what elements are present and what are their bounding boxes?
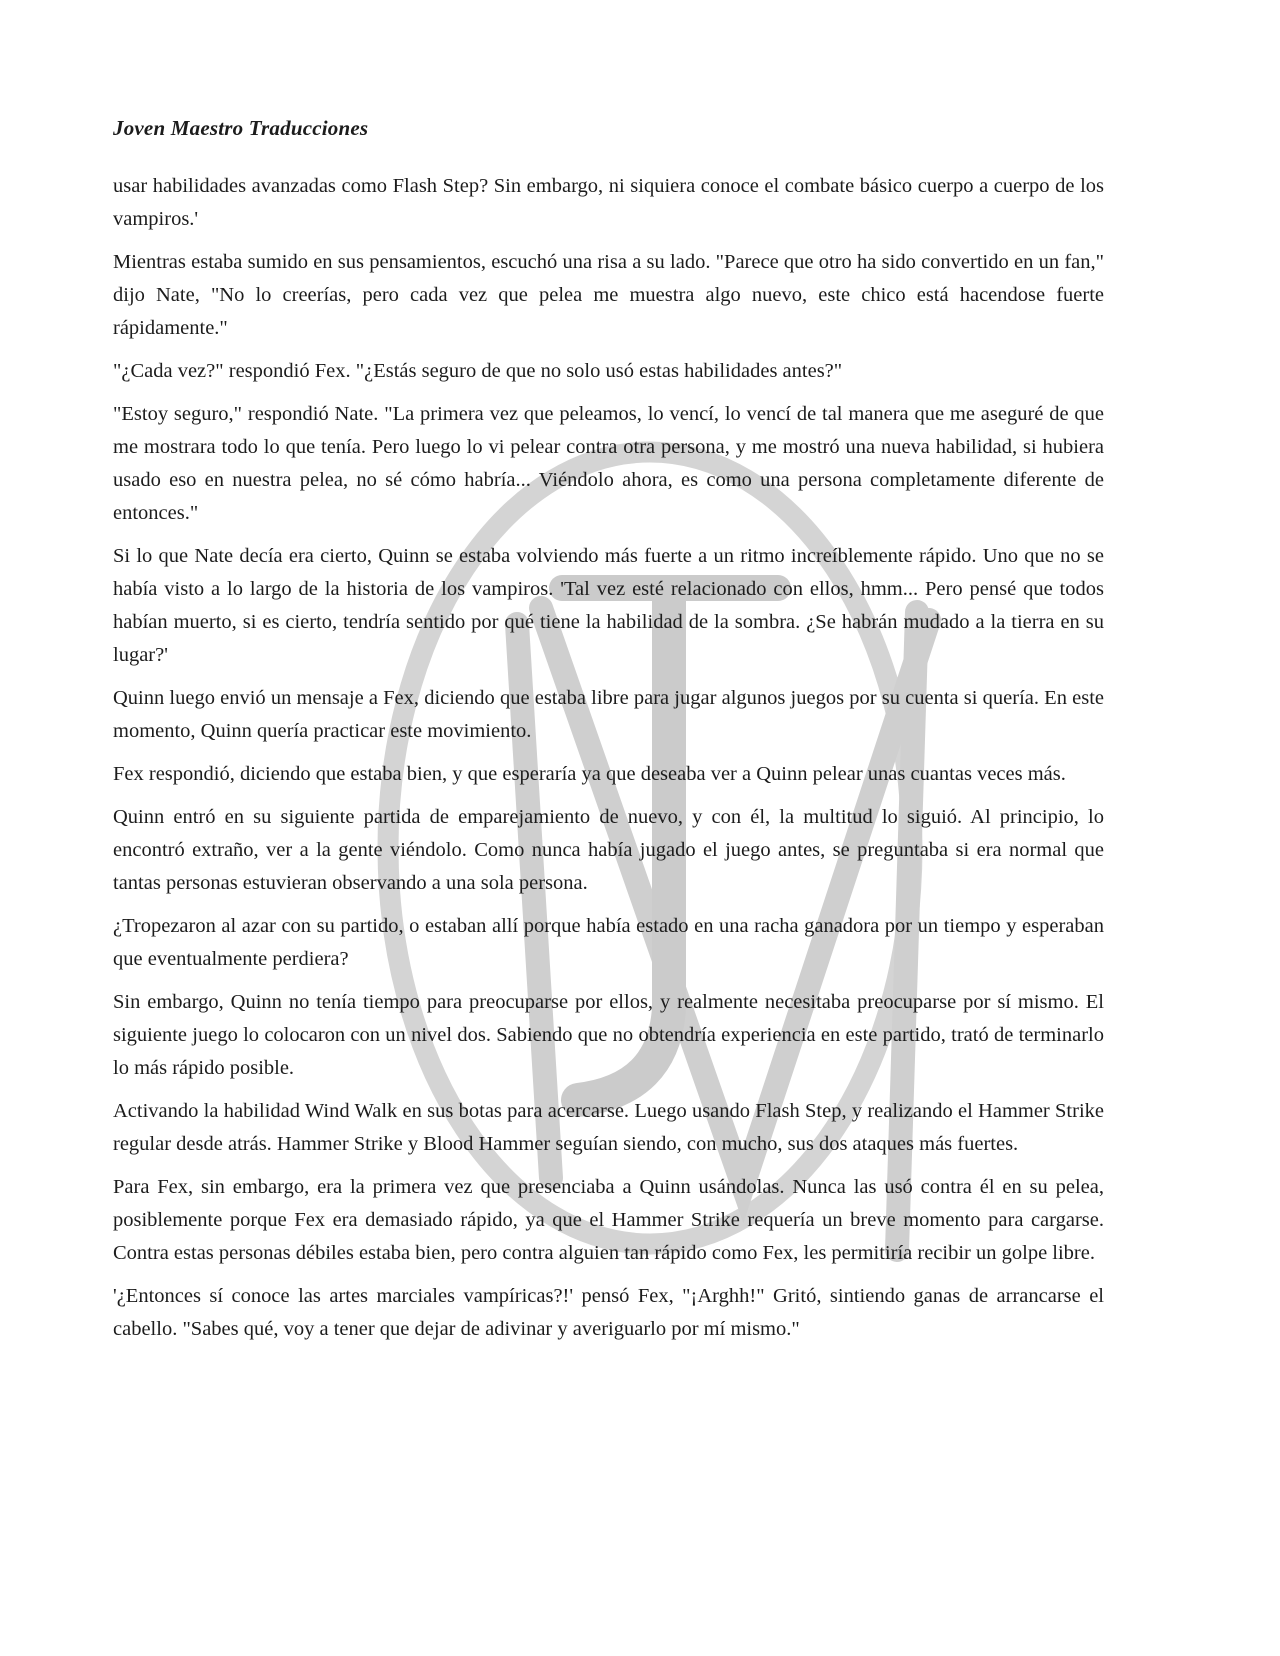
paragraph: Si lo que Nate decía era cierto, Quinn se estaba volviendo más fuerte a un ritmo increíblemente rápido. Uno que no se había visto a lo largo de la historia de los vampiros. 'Tal vez esté relacionado con ellos, hmm... Pero pensé que todos habían muerto, si es cierto, tendría sentido por qué tiene la habilidad de la sombra. ¿Se habrán mudado a la tierra en su lugar?' <box>113 545 1104 666</box>
paragraph: Quinn entró en su siguiente partida de emparejamiento de nuevo, y con él, la multitud lo siguió. Al principio, lo encontró extraño, ver a la gente viéndolo. Como nunca había jugado el juego antes, se preguntaba si era normal que tantas personas estuvieran observando a una sola persona. <box>113 806 1104 894</box>
paragraph: Para Fex, sin embargo, era la primera vez que presenciaba a Quinn usándolas. Nunca las usó contra él en su pelea, posiblemente porque Fex era demasiado rápido, ya que el Hammer Strike requería un breve momento para cargarse. Contra estas personas débiles estaba bien, pero contra alguien tan rápido como Fex, les permitiría recibir un golpe libre. <box>113 1176 1104 1264</box>
paragraph: usar habilidades avanzadas como Flash Step? Sin embargo, ni siquiera conoce el combate básico cuerpo a cuerpo de los vampiros.' <box>113 175 1104 230</box>
paragraph: "¿Cada vez?" respondió Fex. "¿Estás seguro de que no solo usó estas habilidades antes?" <box>113 360 843 382</box>
page-title: Joven Maestro Traducciones <box>113 116 369 140</box>
paragraph: Mientras estaba sumido en sus pensamientos, escuchó una risa a su lado. "Parece que otro ha sido convertido en un fan," dijo Nate, "No lo creerías, pero cada vez que pelea me muestra algo nuevo, este chico está hacendose fuerte rápidamente." <box>113 251 1104 339</box>
paragraph: Sin embargo, Quinn no tenía tiempo para preocuparse por ellos, y realmente necesitaba preocuparse por sí mismo. El siguiente juego lo colocaron con un nivel dos. Sabiendo que no obtendría experiencia en este partido, trató de terminarlo lo más rápido posible. <box>113 991 1104 1079</box>
paragraph: Activando la habilidad Wind Walk en sus botas para acercarse. Luego usando Flash Step, y realizando el Hammer Strike regular desde atrás. Hammer Strike y Blood Hammer seguían siendo, con mucho, sus dos ataques más fuertes. <box>113 1100 1104 1155</box>
paragraph-list <box>113 170 1104 1346</box>
paragraph: Fex respondió, diciendo que estaba bien, y que esperaría ya que deseaba ver a Quinn pelear unas cuantas veces más. <box>113 763 1066 785</box>
paragraph: "Estoy seguro," respondió Nate. "La primera vez que peleamos, lo vencí, lo vencí de tal manera que me aseguré de que me mostrara todo lo que tenía. Pero luego lo vi pelear contra otra persona, y me mostró una nueva habilidad, si hubiera usado eso en nuestra pelea, no sé cómo habría... Viéndolo ahora, es como una persona completamente diferente de entonces." <box>113 403 1104 524</box>
paragraph: ¿Tropezaron al azar con su partido, o estaban allí porque había estado en una racha ganadora por un tiempo y esperaban que eventualmente perdiera? <box>113 915 1104 970</box>
paragraph: Quinn luego envió un mensaje a Fex, diciendo que estaba libre para jugar algunos juegos por su cuenta si quería. En este momento, Quinn quería practicar este movimiento. <box>113 687 1104 742</box>
paragraph: '¿Entonces sí conoce las artes marciales vampíricas?!' pensó Fex, "¡Arghh!" Gritó, sintiendo ganas de arrancarse el cabello. "Sabes qué, voy a tener que dejar de adivinar y averiguarlo por mí mismo." <box>113 1285 1104 1340</box>
document-body <box>113 116 1104 1356</box>
